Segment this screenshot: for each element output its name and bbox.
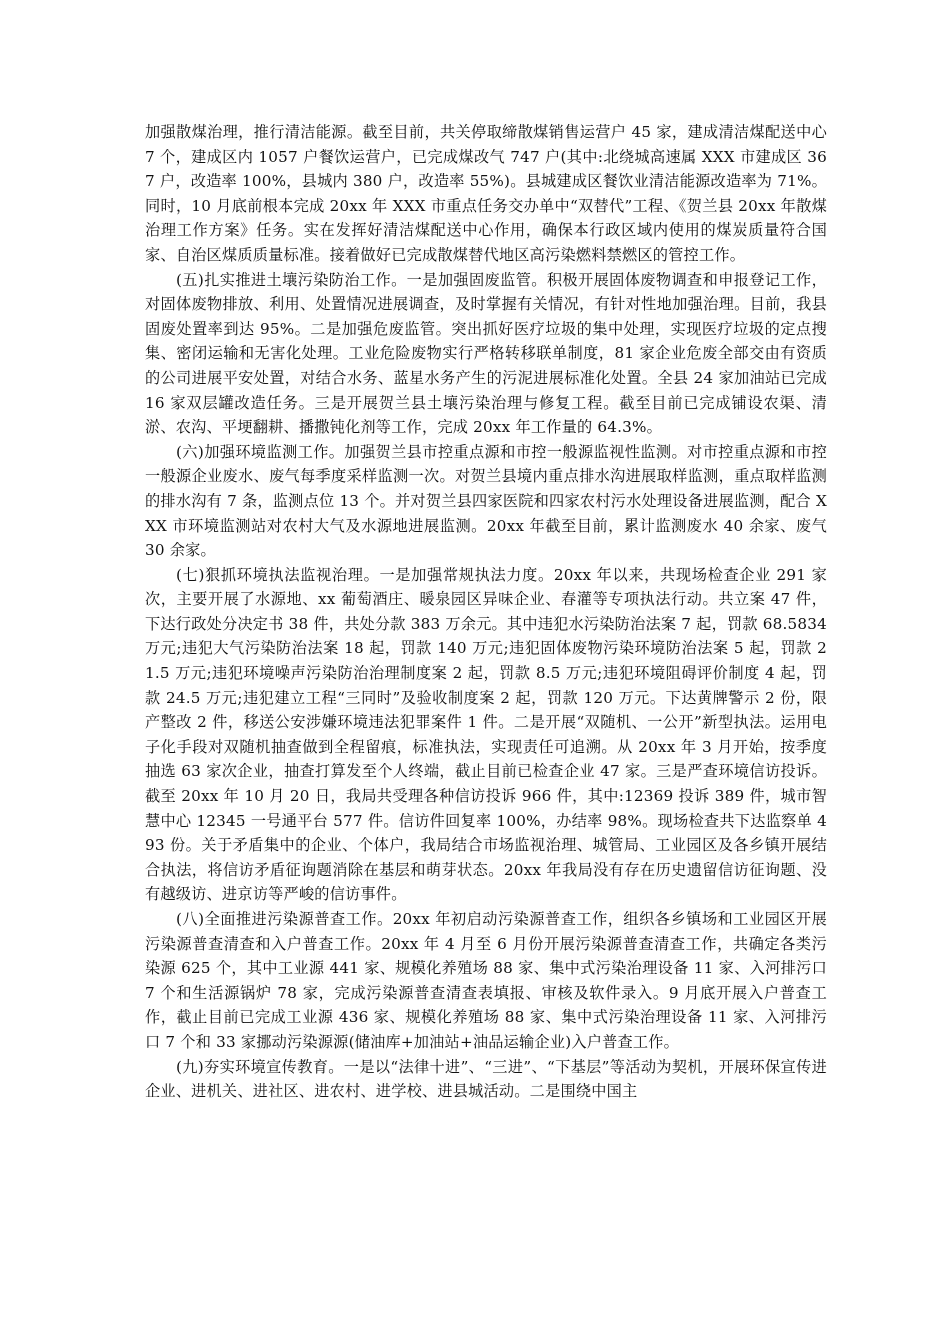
paragraph-pollution-census: (八)全面推进污染源普查工作。20xx 年初启动污染源普查工作，组织各乡镇场和工业园区开展污染源普查清查和入户普查工作。20xx 年 4 月至 6 月份开展污染源普查清查工作，共确定各类污染源 625 个，其中工业源 441 家、规模化养殖场 88 家、集中式污染治理设备 11 家、入河排污口 7 个和生活源锅炉 78 家，完成污染源普查清查表填报、审核及软件录入。9 月底开展入户普查工作，截止目前已完成工业源 436 家、规模化养殖场 88 家、集中式污染治理设备 11 家、入河排污口 7 个和 33 家挪动污染源源(储油库+加油站+油品运输企业)入户普查工作。 [145,910,827,1051]
paragraph-coal-governance: 加强散煤治理，推行清洁能源。截至目前，共关停取缔散煤销售运营户 45 家，建成清洁煤配送中心 7 个，建成区内 1057 户餐饮运营户，已完成煤改气 747 户(其中:北绕城高速属 XXX 市建成区 367 户，改造率 100%，县城内 380 户，改造率 55%)。县城建成区餐饮业清洁能源改造率为 71%。同时，10 月底前根本完成 20xx 年 XXX 市重点任务交办单中“双替代”工程、《贺兰县 20xx 年散煤治理工作方案》任务。实在发挥好清洁煤配送中心作用，确保本行政区域内使用的煤炭质量符合国家、自治区煤质质量标准。接着做好已完成散煤替代地区高污染燃料禁燃区的管控工作。 [145,123,827,264]
paragraph-soil-pollution: (五)扎实推进土壤污染防治工作。一是加强固废监管。积极开展固体废物调查和申报登记工作，对固体废物排放、利用、处置情况进展调查，及时掌握有关情况，有针对性地加强治理。目前，我县固废处置率到达 95%。二是加强危废监管。突出抓好医疗垃圾的集中处理，实现医疗垃圾的定点搜集、密闭运输和无害化处理。工业危险废物实行严格转移联单制度，81 家企业危废全部交由有资质的公司进展平安处置，对结合水务、蓝星水务产生的污泥进展标准化处置。全县 24 家加油站已完成 16 家双层罐改造任务。三是开展贺兰县土壤污染治理与修复工程。截至目前已完成铺设农渠、清淤、农沟、平埂翻耕、播撒钝化剂等工作，完成 20xx 年工作量的 64.3%。 [145,270,827,437]
paragraph-law-enforcement: (七)狠抓环境执法监视治理。一是加强常规执法力度。20xx 年以来，共现场检查企业 291 家次，主要开展了水源地、xx 葡萄酒庄、暖泉园区异味企业、春灌等专项执法行动。共立案 47 件，下达行政处分决定书 38 件，共处分款 383 万余元。其中违犯水污染防治法案 7 起，罚款 68.5834 万元;违犯大气污染防治法案 18 起，罚款 140 万元;违犯固体废物污染环境防治法案 5 起，罚款 21.5 万元;违犯环境噪声污染防治治理制度案 2 起，罚款 8.5 万元;违犯环境阻碍评价制度 4 起，罚款 24.5 万元;违犯建立工程“三同时”及验收制度案 2 起，罚款 120 万元。下达黄牌警示 2 份，限产整改 2 件，移送公安涉嫌环境违法犯罪案件 1 件。二是开展“双随机、一公开”新型执法。运用电子化手段对双随机抽查做到全程留痕，标准执法，实现责任可追溯。从 20xx 年 3 月开始，按季度抽选 63 家次企业，抽查打算发至个人终端，截止目前已检查企业 47 家。三是严查环境信访投诉。截至 20xx 年 10 月 20 日，我局共受理各种信访投诉 966 件，其中:12369 投诉 389 件，城市智慧中心 12345 一号通平台 577 件。信访件回复率 100%，办结率 98%。现场检查共下达监察单 493 份。关于矛盾集中的企业、个体户，我局结合市场监视治理、城管局、工业园区及各乡镇开展结合执法，将信访矛盾征询题消除在基层和萌芽状态。20xx 年我局没有存在历史遗留信访征询题、没有越级访、进京访等严峻的信访事件。 [145,565,827,904]
document-page [145,120,827,1104]
paragraph-environment-monitoring: (六)加强环境监测工作。加强贺兰县市控重点源和市控一般源监视性监测。对市控重点源和市控一般源企业废水、废气每季度采样监测一次。对贺兰县境内重点排水沟进展取样监测，重点取样监测的排水沟有 7 条，监测点位 13 个。并对贺兰县四家医院和四家农村污水处理设备进展监测，配合 XXX 市环境监测站对农村大气及水源地进展监测。20xx 年截至目前，累计监测废水 40 余家、废气 30 余家。 [145,442,827,560]
paragraph-publicity-education: (九)夯实环境宣传教育。一是以“法律十进”、“三进”、“下基层”等活动为契机，开展环保宣传进企业、进机关、进社区、进农村、进学校、进县城活动。二是围绕中国主 [145,1057,827,1101]
